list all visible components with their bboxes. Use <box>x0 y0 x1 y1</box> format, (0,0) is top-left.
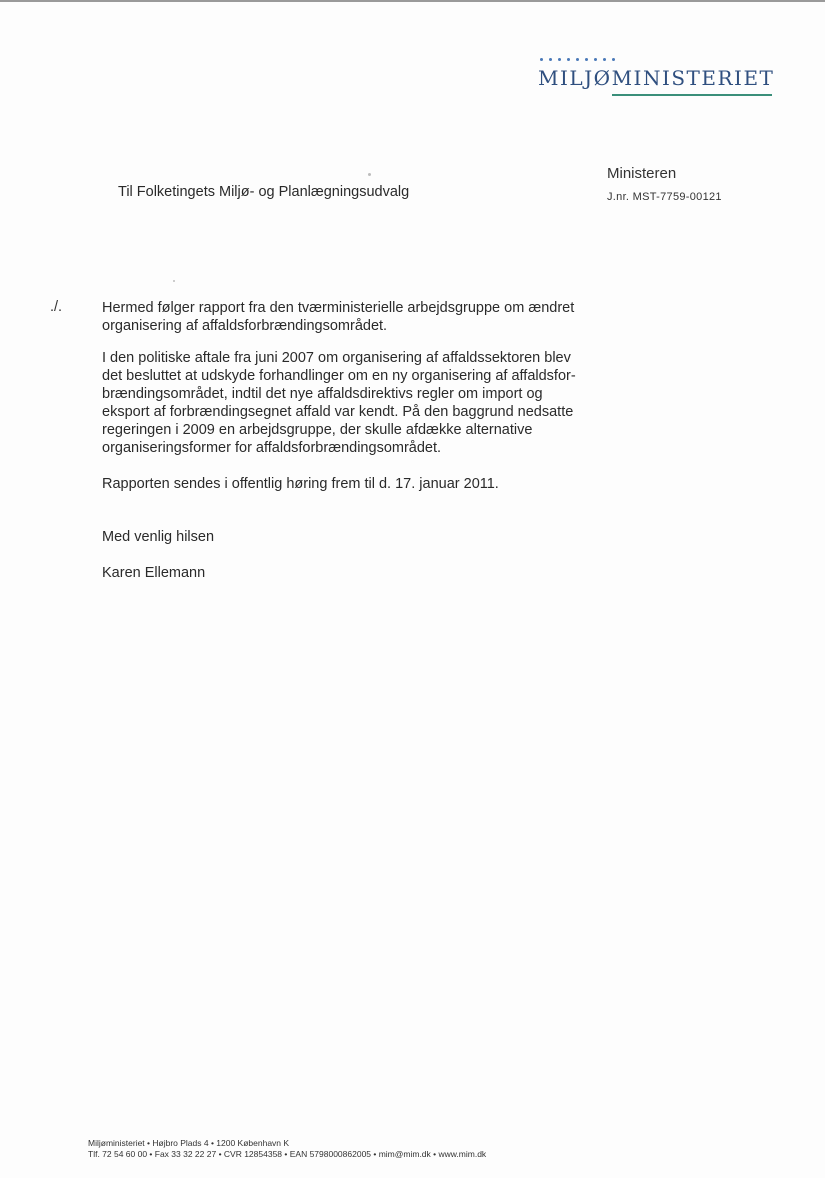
closing-salutation: Med venlig hilsen <box>102 529 215 545</box>
journal-number: J.nr. MST-7759-00121 <box>607 191 722 203</box>
logo-underline <box>612 94 772 96</box>
footer-contact: Tlf. 72 54 60 00 • Fax 33 32 22 27 • CVR 12854358 • EAN 5798000862005 • mim@mim.dk • www.mim.dk <box>88 1149 487 1159</box>
scan-speck <box>368 173 371 176</box>
scan-speck <box>173 280 175 282</box>
paragraph-hearing: Rapporten sendes i offentlig høring frem til d. 17. januar 2011. <box>102 476 499 492</box>
recipient-line: Til Folketingets Miljø- og Planlægningsudvalg <box>118 184 410 200</box>
logo-dots <box>540 58 778 64</box>
ministry-logo <box>538 58 778 96</box>
paragraph-intro: Hermed følger rapport fra den tværministerielle arbejdsgruppe om ændret organisering af affaldsforbrændingsområdet. <box>102 300 575 334</box>
sender-block <box>607 165 722 203</box>
paragraph-background: I den politiske aftale fra juni 2007 om organisering af affaldssektoren blev det besluttet at udskyde forhandlinger om en ny organisering af affaldsfor- brændingsområdet, indtil det nye affaldsdirektivs regler om import og eksport af forbrændingsegnet affald var kendt. På den baggrund nedsatte regeringen i 2009 en arbejdsgruppe, der skulle afdække alternative organiseringsformer for affaldsforbrændingsområdet. <box>102 350 576 456</box>
logo-wordmark: MILJØMINISTERIET <box>538 66 775 90</box>
scan-top-edge <box>0 0 825 2</box>
footer-address: Miljøministeriet • Højbro Plads 4 • 1200 København K <box>88 1138 290 1148</box>
signature-name: Karen Ellemann <box>102 565 206 581</box>
sender-title: Ministeren <box>607 165 677 182</box>
letter-footer <box>88 1138 486 1160</box>
enclosure-mark: ./. <box>50 299 63 315</box>
